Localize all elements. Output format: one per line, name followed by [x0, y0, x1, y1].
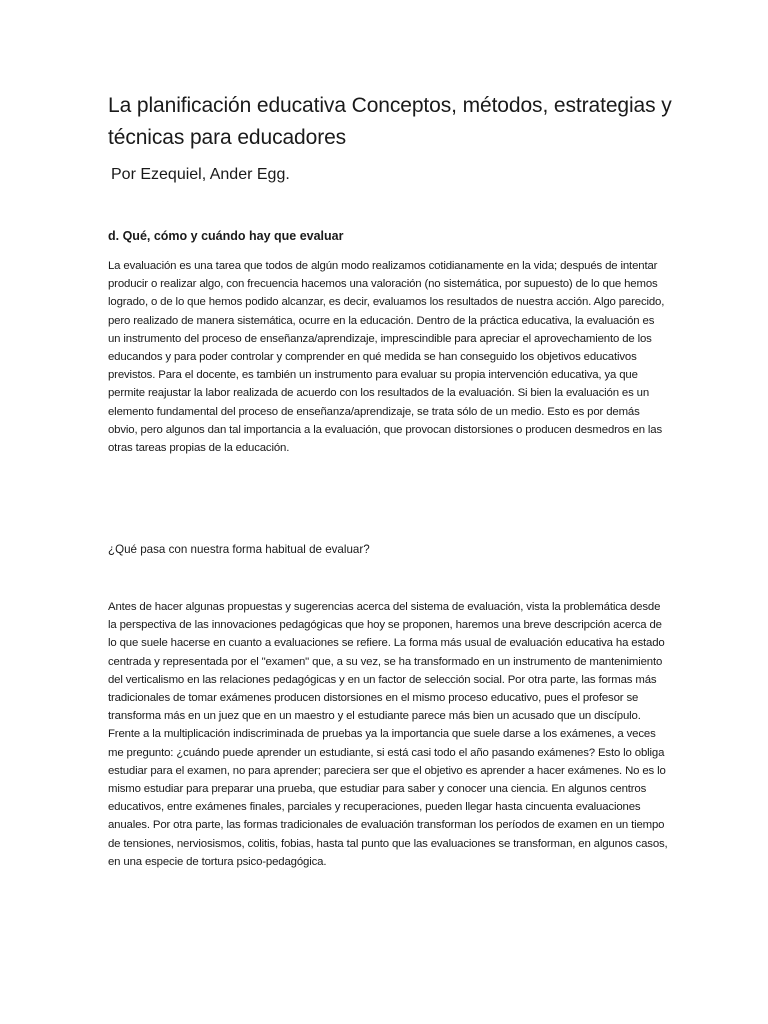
question-heading: ¿Qué pasa con nuestra forma habitual de evaluar?: [108, 543, 370, 556]
paragraph-usual-evaluation: Antes de hacer algunas propuestas y sugerencias acerca del sistema de evaluación, vista la problemática desde la perspectiva de las innovaciones pedagógicas que hoy se proponen, haremos una breve descripción acerca de lo que suele hacerse en cuanto a evaluaciones se refiere. La forma más usual de evaluación educativa ha estado centrada y representada por el "examen" que, a su vez, se ha transformado en un instrumento de mantenimiento del verticalismo en las relaciones pedagógicas y en un factor de selección social. Por otra parte, las formas más tradicionales de tomar exámenes producen distorsiones en el mismo proceso educativo, pues el profesor se transforma más en un juez que en un maestro y el estudiante parece más bien un acusado que un discípulo. Frente a la multiplicación indiscriminada de pruebas ya la importancia que suele darse a los exámenes, a veces me pregunto: ¿cuándo puede aprender un estudiante, si está casi todo el año pasando exámenes? Esto lo obliga estudiar para el examen, no para aprender; pareciera ser que el objetivo es aprender a hacer exámenes. No es lo mismo estudiar para preparar una prueba, que estudiar para saber y conocer una ciencia. En algunos centros educativos, entre exámenes finales, parciales y recuperaciones, pueden llegar hasta cincuenta evaluaciones anuales. Por otra parte, las formas tradicionales de evaluación transforman los períodos de examen en un tiempo de tensiones, nerviosismos, colitis, fobias, hasta tal punto que las evaluaciones se transforman, en algunos casos, en una especie de tortura psico-pedagógica.: [108, 601, 668, 868]
document-title: La planificación educativa Conceptos, métodos, estrategias y técnicas para educadores: [108, 94, 672, 149]
paragraph-evaluation-intro: La evaluación es una tarea que todos de algún modo realizamos cotidianamente en la vida; después de intentar producir o realizar algo, con frecuencia hacemos una valoración (no sistemática, por supuesto) de lo que hemos logrado, o de lo que hemos podido alcanzar, es decir, evaluamos los resultados de nuestra acción. Algo parecido, pero realizado de manera sistemática, ocurre en la educación. Dentro de la práctica educativa, la evaluación es un instrumento del proceso de enseñanza/aprendizaje, imprescindible para apreciar el aprovechamiento de los educandos y para poder controlar y comprender en qué medida se han conseguido los objetivos educativos previstos. Para el docente, es también un instrumento para evaluar su propia intervención educativa, ya que permite reajustar la labor realizada de acuerdo con los resultados de la evaluación. Si bien la evaluación es un elemento fundamental del proceso de enseñanza/aprendizaje, se trata sólo de un medio. Esto es por demás obvio, pero algunos dan tal importancia a la evaluación, que provocan distorsiones o producen desmedros en las otras tareas propias de la educación.: [108, 260, 665, 455]
document-author: Por Ezequiel, Ander Egg.: [111, 166, 290, 183]
section-heading: d. Qué, cómo y cuándo hay que evaluar: [108, 229, 344, 243]
